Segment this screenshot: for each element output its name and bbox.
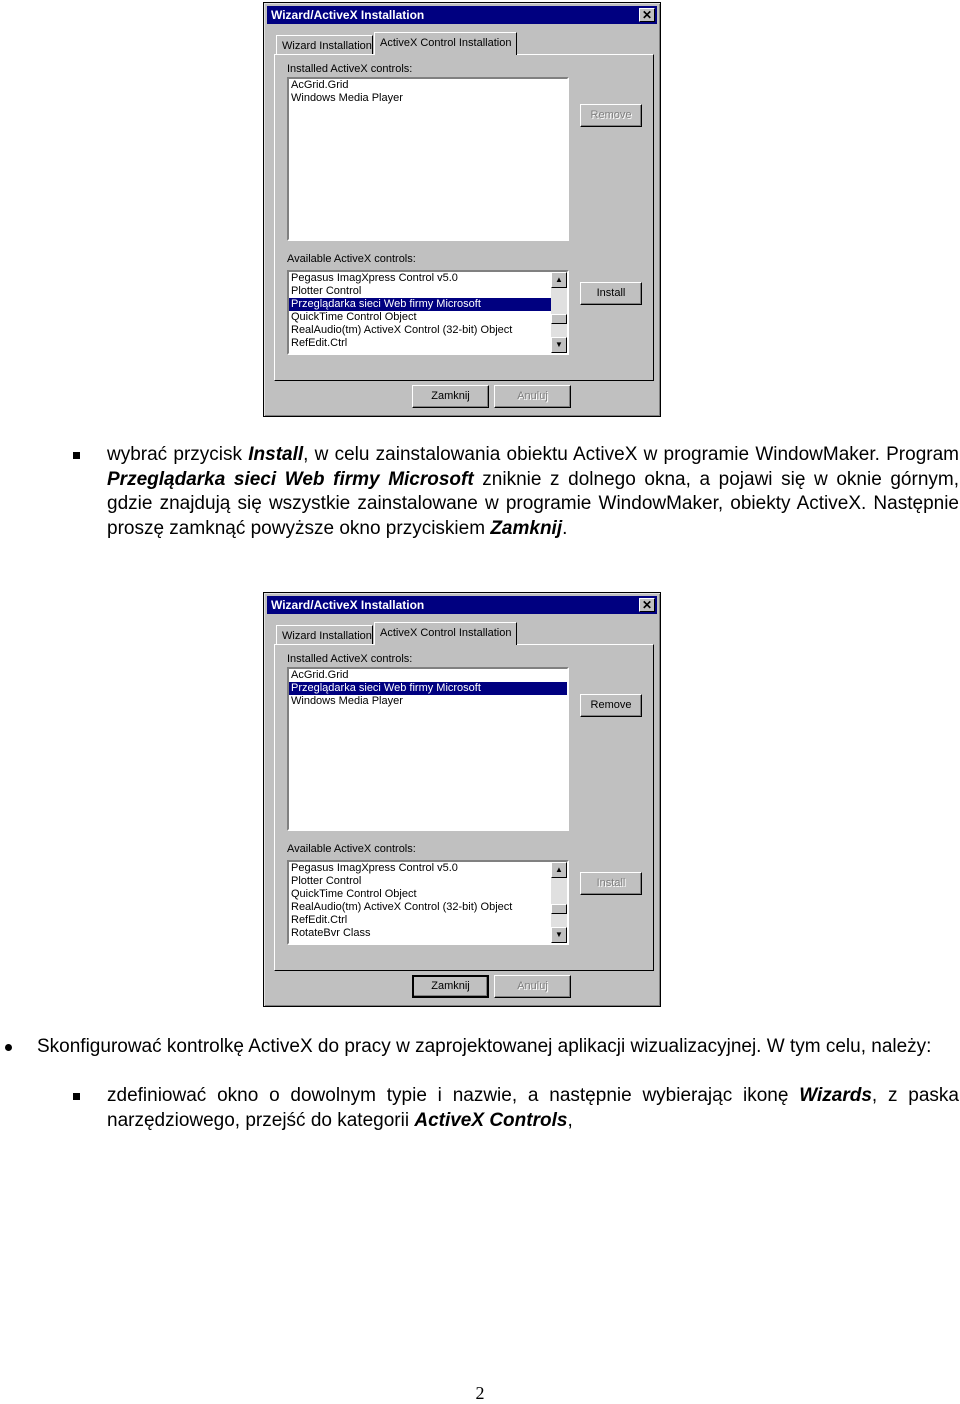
list-item[interactable]: RealAudio(tm) ActiveX Control (32-bit) Object	[291, 901, 513, 913]
vertical-scrollbar[interactable]	[551, 862, 567, 943]
tab-activex-control-installation[interactable]: ActiveX Control Installation	[374, 622, 517, 645]
scroll-down-icon[interactable]: ▼	[551, 337, 567, 353]
list-item[interactable]: Windows Media Player	[291, 695, 403, 707]
close-icon[interactable]: ✕	[639, 598, 655, 612]
close-icon[interactable]: ✕	[639, 8, 655, 22]
activex-installation-dialog-1	[263, 2, 661, 417]
close-dialog-button[interactable]: Zamknij	[412, 975, 489, 998]
list-item[interactable]: RealAudio(tm) ActiveX Control (32-bit) Object	[291, 324, 513, 336]
available-controls-list[interactable]	[287, 270, 569, 355]
list-item[interactable]: AcGrid.Grid	[291, 79, 349, 91]
list-item[interactable]: QuickTime Control Object	[291, 311, 417, 323]
installed-controls-list[interactable]	[287, 77, 569, 241]
dialog-title-bar	[267, 6, 657, 24]
available-controls-label: Available ActiveX controls:	[287, 253, 416, 265]
tab-panel	[274, 644, 654, 971]
list-item[interactable]: Pegasus ImagXpress Control v5.0	[291, 862, 458, 874]
cancel-button[interactable]: Anuluj	[494, 975, 571, 998]
installed-controls-label: Installed ActiveX controls:	[287, 653, 413, 665]
cancel-button[interactable]: Anuluj	[494, 385, 571, 408]
scroll-up-icon[interactable]: ▲	[551, 862, 567, 878]
install-button[interactable]: Install	[580, 282, 642, 305]
install-button[interactable]: Install	[580, 872, 642, 895]
list-item[interactable]: RefEdit.Ctrl	[291, 914, 348, 926]
tab-wizard-installation[interactable]: Wizard Installation	[276, 35, 373, 55]
vertical-scrollbar[interactable]	[551, 272, 567, 353]
instruction-paragraph-1: wybrać przycisk Install, w celu zainstalowania obiektu ActiveX w programie WindowMaker. Program Przeglądarka sieci Web firmy Microsoft zniknie z dolnego okna, a pojawi się w oknie górnym, gdzie znajdują się wszystkie zainstalowane w programie WindowMaker, obiekty ActiveX. Następnie proszę zamknąć powyższe okno przyciskiem Zamknij.	[107, 444, 960, 539]
bullet-dot	[5, 1044, 12, 1051]
list-item[interactable]: Plotter Control	[291, 285, 362, 297]
page-number: 2	[475, 1383, 485, 1403]
list-item[interactable]: QuickTime Control Object	[291, 888, 417, 900]
close-dialog-button[interactable]: Zamknij	[412, 385, 489, 408]
installed-controls-list[interactable]	[287, 667, 569, 831]
scroll-down-icon[interactable]: ▼	[551, 927, 567, 943]
scroll-up-icon[interactable]: ▲	[551, 272, 567, 288]
instruction-paragraph-2: Skonfigurować kontrolkę ActiveX do pracy w zaprojektowanej aplikacji wizualizacyjnej. W tym celu, należy:	[37, 1036, 932, 1057]
tab-activex-control-installation[interactable]: ActiveX Control Installation	[374, 32, 517, 55]
instruction-paragraph-3: zdefiniować okno o dowolnym typie i nazwie, a następnie wybierając ikonę Wizards, z paska narzędziowego, przejść do kategorii ActiveX Controls,	[107, 1085, 959, 1131]
list-item[interactable]: RefEdit.Ctrl	[291, 337, 348, 349]
dialog-title-bar	[267, 596, 657, 614]
dialog-title: Wizard/ActiveX Installation	[271, 8, 425, 22]
tab-panel	[274, 54, 654, 381]
list-item[interactable]: Windows Media Player	[291, 92, 403, 104]
list-item[interactable]: Pegasus ImagXpress Control v5.0	[291, 272, 458, 284]
list-item[interactable]: Plotter Control	[291, 875, 362, 887]
list-item[interactable]: AcGrid.Grid	[291, 669, 349, 681]
activex-installation-dialog-2	[263, 592, 661, 1007]
scroll-thumb[interactable]	[551, 314, 567, 324]
tab-wizard-installation[interactable]: Wizard Installation	[276, 625, 373, 645]
remove-button[interactable]: Remove	[580, 104, 642, 127]
list-item-selected[interactable]: Przeglądarka sieci Web firmy Microsoft	[289, 298, 551, 311]
bullet-square	[73, 452, 80, 459]
installed-controls-label: Installed ActiveX controls:	[287, 63, 413, 75]
list-item-selected[interactable]: Przeglądarka sieci Web firmy Microsoft	[289, 682, 567, 695]
list-item[interactable]: RotateBvr Class	[291, 927, 371, 939]
remove-button[interactable]: Remove	[580, 694, 642, 717]
scroll-thumb[interactable]	[551, 904, 567, 914]
available-controls-label: Available ActiveX controls:	[287, 843, 416, 855]
bullet-square	[73, 1093, 80, 1100]
available-controls-list[interactable]	[287, 860, 569, 945]
dialog-title: Wizard/ActiveX Installation	[271, 598, 425, 612]
